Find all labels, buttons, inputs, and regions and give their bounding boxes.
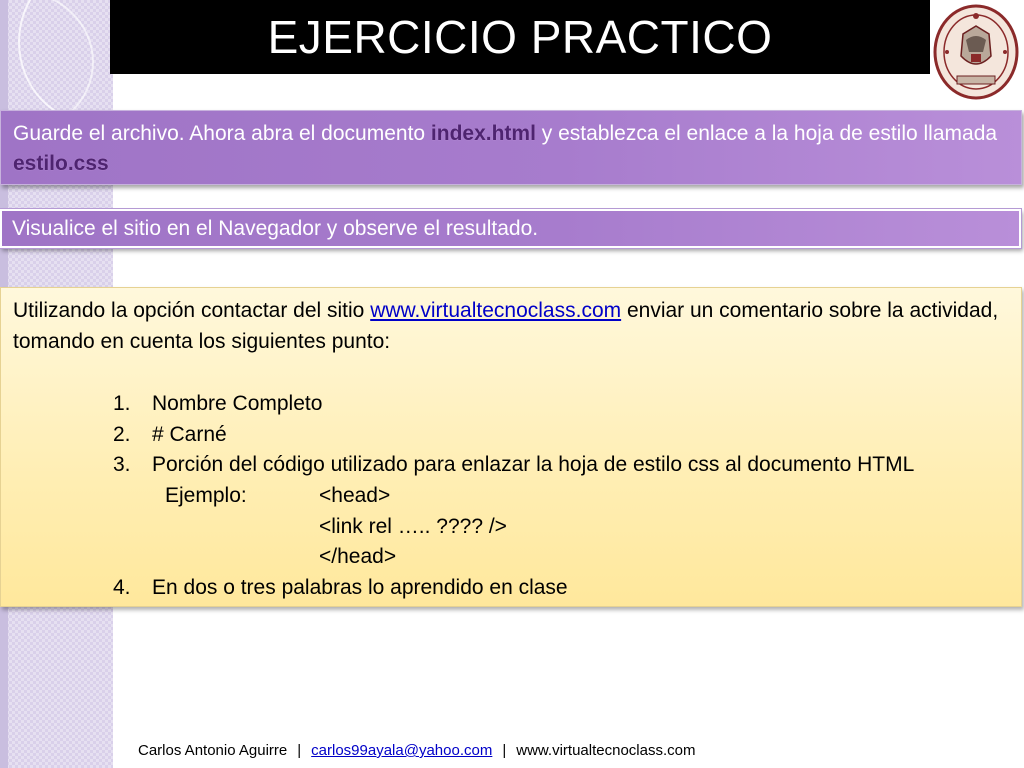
- footer-author: Carlos Antonio Aguirre: [138, 742, 288, 759]
- instruction-box-view-site: [0, 209, 1021, 248]
- slide-title: EJERCICIO PRACTICO: [267, 11, 773, 63]
- footer-separator: |: [502, 742, 507, 759]
- footer-email-link[interactable]: carlos99ayala@yahoo.com: [311, 742, 493, 759]
- footer-separator: |: [297, 742, 302, 759]
- list-item-text: Nombre Completo: [152, 392, 323, 415]
- filename-index-html: index.html: [430, 122, 536, 145]
- instruction-box-open-file: [0, 110, 1022, 185]
- list-item-text: Porción del código utilizado para enlazar la hoja de estilo css al documento HTML: [152, 453, 915, 477]
- example-code-line: </head>: [319, 545, 397, 569]
- task-intro-text: Utilizando la opción contactar del sitio: [13, 299, 371, 322]
- list-item-number: 4.: [113, 576, 131, 600]
- instruction-text: Guarde el archivo. Ahora abra el documento: [13, 122, 431, 145]
- example-code-line: <head>: [319, 484, 391, 508]
- instruction-text: y establezca el enlace a la hoja de estilo llamada: [535, 122, 998, 145]
- list-item-number: 1.: [113, 392, 131, 415]
- list-item-text: En dos o tres palabras lo aprendido en clase: [152, 576, 568, 600]
- site-link[interactable]: www.virtualtecnoclass.com: [370, 299, 622, 322]
- list-item-text: # Carné: [152, 422, 227, 446]
- example-label: Ejemplo:: [165, 484, 247, 508]
- task-box: [0, 287, 1022, 607]
- footer: [138, 742, 695, 759]
- instruction-text: Visualice el sitio en el Navegador y observe el resultado.: [12, 217, 539, 240]
- task-intro-text: enviar un comentario sobre la actividad, tomando en cuenta los siguientes punto:: [13, 299, 999, 353]
- list-item-number: 3.: [113, 453, 131, 477]
- university-seal-icon: [933, 4, 1019, 100]
- filename-estilo-css: estilo.css: [13, 152, 109, 175]
- example-code-line: <link rel ….. ???? />: [319, 514, 507, 538]
- footer-site: www.virtualtecnoclass.com: [516, 742, 696, 759]
- list-item-number: 2.: [113, 422, 131, 446]
- title-bar: [110, 0, 930, 74]
